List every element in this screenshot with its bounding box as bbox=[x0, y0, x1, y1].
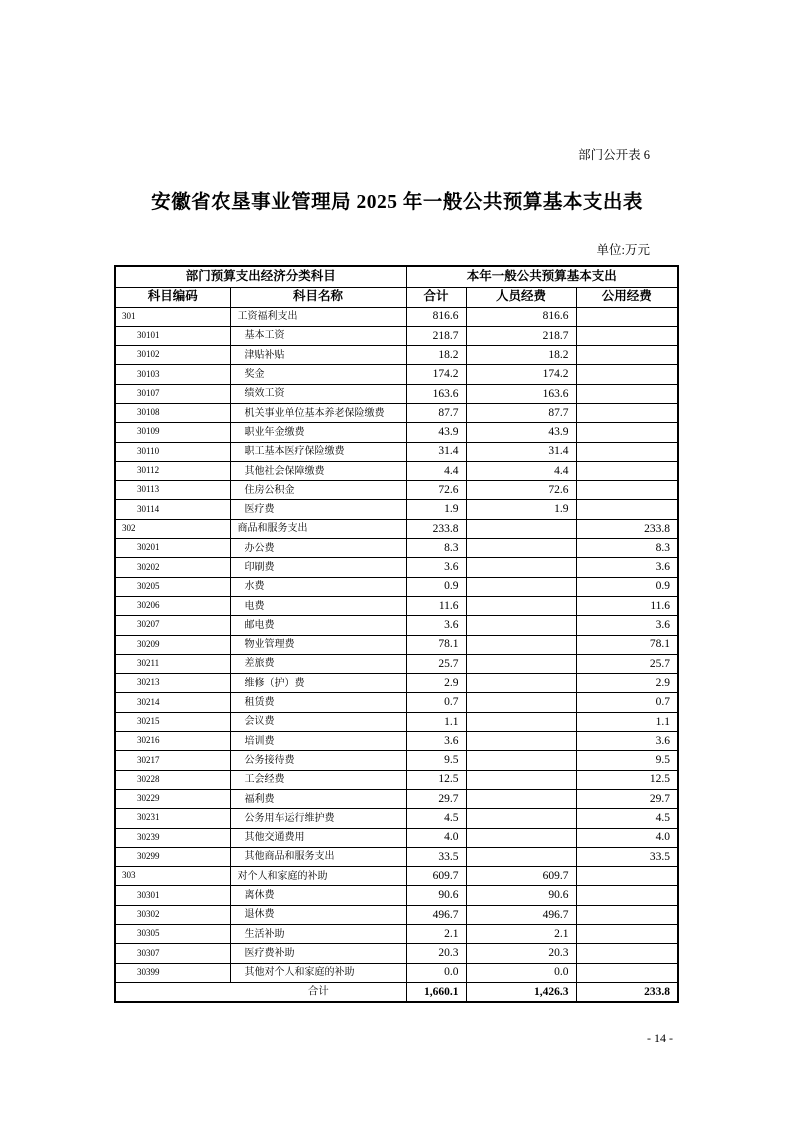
row-public bbox=[576, 307, 678, 326]
row-personnel: 20.3 bbox=[466, 944, 576, 963]
row-code: 30211 bbox=[115, 654, 230, 673]
row-name: 生活补助 bbox=[230, 925, 406, 944]
row-personnel: 43.9 bbox=[466, 423, 576, 442]
row-code: 30299 bbox=[115, 847, 230, 866]
header-group-row bbox=[115, 266, 678, 287]
row-total: 87.7 bbox=[406, 403, 466, 422]
row-code: 30205 bbox=[115, 577, 230, 596]
row-total: 29.7 bbox=[406, 789, 466, 808]
row-personnel: 218.7 bbox=[466, 326, 576, 345]
row-public bbox=[576, 346, 678, 365]
table-row bbox=[115, 558, 678, 577]
row-personnel bbox=[466, 693, 576, 712]
row-name: 机关事业单位基本养老保险缴费 bbox=[230, 403, 406, 422]
row-total: 4.5 bbox=[406, 809, 466, 828]
row-total: 11.6 bbox=[406, 596, 466, 615]
row-name: 维修（护）费 bbox=[230, 674, 406, 693]
row-personnel: 4.4 bbox=[466, 461, 576, 480]
row-total: 2.9 bbox=[406, 674, 466, 693]
row-public: 0.7 bbox=[576, 693, 678, 712]
row-name: 公务接待费 bbox=[230, 751, 406, 770]
row-public bbox=[576, 461, 678, 480]
row-personnel: 816.6 bbox=[466, 307, 576, 326]
row-code: 30399 bbox=[115, 963, 230, 982]
table-row bbox=[115, 519, 678, 538]
table-row bbox=[115, 539, 678, 558]
row-code: 30301 bbox=[115, 886, 230, 905]
table-row bbox=[115, 365, 678, 384]
table-row bbox=[115, 789, 678, 808]
row-total: 72.6 bbox=[406, 481, 466, 500]
row-total: 31.4 bbox=[406, 442, 466, 461]
table-row bbox=[115, 500, 678, 519]
row-personnel bbox=[466, 596, 576, 615]
table-header bbox=[115, 266, 678, 307]
header-cols-row bbox=[115, 287, 678, 307]
row-personnel: 174.2 bbox=[466, 365, 576, 384]
table-row bbox=[115, 809, 678, 828]
row-total: 3.6 bbox=[406, 732, 466, 751]
table-row bbox=[115, 461, 678, 480]
row-personnel bbox=[466, 558, 576, 577]
row-name: 退休费 bbox=[230, 905, 406, 924]
row-code: 30101 bbox=[115, 326, 230, 345]
row-personnel bbox=[466, 519, 576, 538]
row-name: 会议费 bbox=[230, 712, 406, 731]
row-personnel bbox=[466, 539, 576, 558]
row-name: 电费 bbox=[230, 596, 406, 615]
row-code: 30214 bbox=[115, 693, 230, 712]
row-code: 302 bbox=[115, 519, 230, 538]
table-row bbox=[115, 481, 678, 500]
row-code: 30229 bbox=[115, 789, 230, 808]
row-public bbox=[576, 442, 678, 461]
col-header-code: 科目编码 bbox=[115, 287, 230, 307]
row-code: 30209 bbox=[115, 635, 230, 654]
table-footer bbox=[115, 982, 678, 1002]
row-total: 9.5 bbox=[406, 751, 466, 770]
row-total: 3.6 bbox=[406, 558, 466, 577]
row-code: 30215 bbox=[115, 712, 230, 731]
row-name: 工资福利支出 bbox=[230, 307, 406, 326]
row-name: 商品和服务支出 bbox=[230, 519, 406, 538]
row-public bbox=[576, 905, 678, 924]
row-personnel: 496.7 bbox=[466, 905, 576, 924]
row-personnel bbox=[466, 674, 576, 693]
row-name: 印刷费 bbox=[230, 558, 406, 577]
row-total: 25.7 bbox=[406, 654, 466, 673]
col-header-total: 合计 bbox=[406, 287, 466, 307]
row-name: 基本工资 bbox=[230, 326, 406, 345]
row-public bbox=[576, 481, 678, 500]
row-code: 30102 bbox=[115, 346, 230, 365]
row-public: 4.5 bbox=[576, 809, 678, 828]
row-public bbox=[576, 326, 678, 345]
row-name: 物业管理费 bbox=[230, 635, 406, 654]
table-body bbox=[115, 307, 678, 982]
table-row bbox=[115, 423, 678, 442]
page-number: - 14 - bbox=[647, 1031, 673, 1045]
row-public: 8.3 bbox=[576, 539, 678, 558]
row-public: 25.7 bbox=[576, 654, 678, 673]
row-total: 233.8 bbox=[406, 519, 466, 538]
row-personnel: 0.0 bbox=[466, 963, 576, 982]
row-total: 3.6 bbox=[406, 616, 466, 635]
row-personnel bbox=[466, 847, 576, 866]
row-name: 绩效工资 bbox=[230, 384, 406, 403]
row-code: 30216 bbox=[115, 732, 230, 751]
row-public: 1.1 bbox=[576, 712, 678, 731]
row-name: 工会经费 bbox=[230, 770, 406, 789]
row-personnel: 163.6 bbox=[466, 384, 576, 403]
row-personnel bbox=[466, 828, 576, 847]
row-personnel bbox=[466, 789, 576, 808]
row-code: 30114 bbox=[115, 500, 230, 519]
row-total: 174.2 bbox=[406, 365, 466, 384]
row-total: 2.1 bbox=[406, 925, 466, 944]
row-personnel bbox=[466, 712, 576, 731]
table-row bbox=[115, 616, 678, 635]
row-code: 30113 bbox=[115, 481, 230, 500]
row-public: 3.6 bbox=[576, 732, 678, 751]
doc-label: 部门公开表 6 bbox=[578, 148, 650, 162]
col-header-name: 科目名称 bbox=[230, 287, 406, 307]
table-row bbox=[115, 751, 678, 770]
table-row bbox=[115, 654, 678, 673]
row-public: 12.5 bbox=[576, 770, 678, 789]
row-code: 303 bbox=[115, 867, 230, 886]
row-total: 1.1 bbox=[406, 712, 466, 731]
table-row bbox=[115, 326, 678, 345]
row-name: 医疗费补助 bbox=[230, 944, 406, 963]
row-public bbox=[576, 384, 678, 403]
table-row bbox=[115, 403, 678, 422]
row-personnel bbox=[466, 809, 576, 828]
row-public: 9.5 bbox=[576, 751, 678, 770]
table-row bbox=[115, 828, 678, 847]
row-name: 培训费 bbox=[230, 732, 406, 751]
row-total: 18.2 bbox=[406, 346, 466, 365]
row-name: 其他社会保障缴费 bbox=[230, 461, 406, 480]
row-total: 1.9 bbox=[406, 500, 466, 519]
col-header-personnel: 人员经费 bbox=[466, 287, 576, 307]
row-personnel bbox=[466, 616, 576, 635]
row-name: 福利费 bbox=[230, 789, 406, 808]
row-total: 90.6 bbox=[406, 886, 466, 905]
budget-table bbox=[114, 265, 679, 1003]
row-personnel: 2.1 bbox=[466, 925, 576, 944]
table-row bbox=[115, 674, 678, 693]
row-total: 816.6 bbox=[406, 307, 466, 326]
row-code: 30207 bbox=[115, 616, 230, 635]
row-public: 78.1 bbox=[576, 635, 678, 654]
row-total: 218.7 bbox=[406, 326, 466, 345]
row-public bbox=[576, 403, 678, 422]
total-row-public: 233.8 bbox=[576, 982, 678, 1002]
row-name: 医疗费 bbox=[230, 500, 406, 519]
row-code: 30103 bbox=[115, 365, 230, 384]
row-code: 30307 bbox=[115, 944, 230, 963]
row-personnel: 1.9 bbox=[466, 500, 576, 519]
row-public bbox=[576, 944, 678, 963]
table-row bbox=[115, 635, 678, 654]
row-personnel bbox=[466, 654, 576, 673]
row-code: 30108 bbox=[115, 403, 230, 422]
row-public: 33.5 bbox=[576, 847, 678, 866]
row-name: 办公费 bbox=[230, 539, 406, 558]
row-code: 30109 bbox=[115, 423, 230, 442]
header-group-left: 部门预算支出经济分类科目 bbox=[115, 266, 406, 287]
row-personnel bbox=[466, 577, 576, 596]
table-row bbox=[115, 693, 678, 712]
row-public: 0.9 bbox=[576, 577, 678, 596]
table-row bbox=[115, 770, 678, 789]
row-personnel bbox=[466, 751, 576, 770]
row-name: 职工基本医疗保险缴费 bbox=[230, 442, 406, 461]
table-row bbox=[115, 732, 678, 751]
row-public: 29.7 bbox=[576, 789, 678, 808]
table-row bbox=[115, 384, 678, 403]
row-code: 30213 bbox=[115, 674, 230, 693]
row-code: 30206 bbox=[115, 596, 230, 615]
row-personnel bbox=[466, 770, 576, 789]
row-code: 30110 bbox=[115, 442, 230, 461]
row-code: 30202 bbox=[115, 558, 230, 577]
total-row-sum: 1,660.1 bbox=[406, 982, 466, 1002]
row-code: 30217 bbox=[115, 751, 230, 770]
row-name: 其他交通费用 bbox=[230, 828, 406, 847]
row-total: 609.7 bbox=[406, 867, 466, 886]
row-total: 78.1 bbox=[406, 635, 466, 654]
row-personnel: 72.6 bbox=[466, 481, 576, 500]
col-header-public: 公用经费 bbox=[576, 287, 678, 307]
table-row bbox=[115, 442, 678, 461]
row-code: 30302 bbox=[115, 905, 230, 924]
table-row bbox=[115, 307, 678, 326]
row-total: 163.6 bbox=[406, 384, 466, 403]
table-row bbox=[115, 963, 678, 982]
row-name: 住房公积金 bbox=[230, 481, 406, 500]
row-personnel: 90.6 bbox=[466, 886, 576, 905]
row-total: 0.9 bbox=[406, 577, 466, 596]
table-row bbox=[115, 712, 678, 731]
row-personnel: 609.7 bbox=[466, 867, 576, 886]
row-code: 30107 bbox=[115, 384, 230, 403]
row-total: 20.3 bbox=[406, 944, 466, 963]
table-row bbox=[115, 577, 678, 596]
row-total: 43.9 bbox=[406, 423, 466, 442]
row-public: 11.6 bbox=[576, 596, 678, 615]
row-personnel bbox=[466, 635, 576, 654]
row-public bbox=[576, 925, 678, 944]
row-code: 30228 bbox=[115, 770, 230, 789]
row-code: 30231 bbox=[115, 809, 230, 828]
row-public: 2.9 bbox=[576, 674, 678, 693]
row-total: 496.7 bbox=[406, 905, 466, 924]
row-public bbox=[576, 867, 678, 886]
row-name: 其他商品和服务支出 bbox=[230, 847, 406, 866]
row-total: 0.7 bbox=[406, 693, 466, 712]
row-name: 其他对个人和家庭的补助 bbox=[230, 963, 406, 982]
row-total: 4.0 bbox=[406, 828, 466, 847]
row-public bbox=[576, 886, 678, 905]
row-total: 8.3 bbox=[406, 539, 466, 558]
row-personnel bbox=[466, 732, 576, 751]
row-total: 33.5 bbox=[406, 847, 466, 866]
row-public bbox=[576, 423, 678, 442]
row-public: 233.8 bbox=[576, 519, 678, 538]
row-personnel: 87.7 bbox=[466, 403, 576, 422]
row-name: 对个人和家庭的补助 bbox=[230, 867, 406, 886]
row-code: 30201 bbox=[115, 539, 230, 558]
row-personnel: 18.2 bbox=[466, 346, 576, 365]
row-name: 公务用车运行维护费 bbox=[230, 809, 406, 828]
total-row-label: 合计 bbox=[115, 982, 406, 1002]
unit-label: 单位:万元 bbox=[596, 243, 650, 257]
table-row bbox=[115, 596, 678, 615]
header-group-right: 本年一般公共预算基本支出 bbox=[406, 266, 678, 287]
total-row-personnel: 1,426.3 bbox=[466, 982, 576, 1002]
row-public bbox=[576, 963, 678, 982]
row-public: 3.6 bbox=[576, 616, 678, 635]
table-row bbox=[115, 925, 678, 944]
table-row bbox=[115, 847, 678, 866]
row-public bbox=[576, 365, 678, 384]
row-public bbox=[576, 500, 678, 519]
row-code: 301 bbox=[115, 307, 230, 326]
table-row bbox=[115, 886, 678, 905]
row-name: 职业年金缴费 bbox=[230, 423, 406, 442]
table-row bbox=[115, 944, 678, 963]
row-public: 4.0 bbox=[576, 828, 678, 847]
row-name: 水费 bbox=[230, 577, 406, 596]
total-row bbox=[115, 982, 678, 1002]
page-title: 安徽省农垦事业管理局 2025 年一般公共预算基本支出表 bbox=[151, 192, 643, 213]
row-name: 租赁费 bbox=[230, 693, 406, 712]
row-personnel: 31.4 bbox=[466, 442, 576, 461]
row-name: 奖金 bbox=[230, 365, 406, 384]
row-total: 0.0 bbox=[406, 963, 466, 982]
row-public: 3.6 bbox=[576, 558, 678, 577]
row-code: 30305 bbox=[115, 925, 230, 944]
row-code: 30112 bbox=[115, 461, 230, 480]
table-row bbox=[115, 346, 678, 365]
row-code: 30239 bbox=[115, 828, 230, 847]
row-total: 4.4 bbox=[406, 461, 466, 480]
row-name: 邮电费 bbox=[230, 616, 406, 635]
table-row bbox=[115, 867, 678, 886]
row-name: 离休费 bbox=[230, 886, 406, 905]
table-row bbox=[115, 905, 678, 924]
row-name: 差旅费 bbox=[230, 654, 406, 673]
row-name: 津贴补贴 bbox=[230, 346, 406, 365]
row-total: 12.5 bbox=[406, 770, 466, 789]
